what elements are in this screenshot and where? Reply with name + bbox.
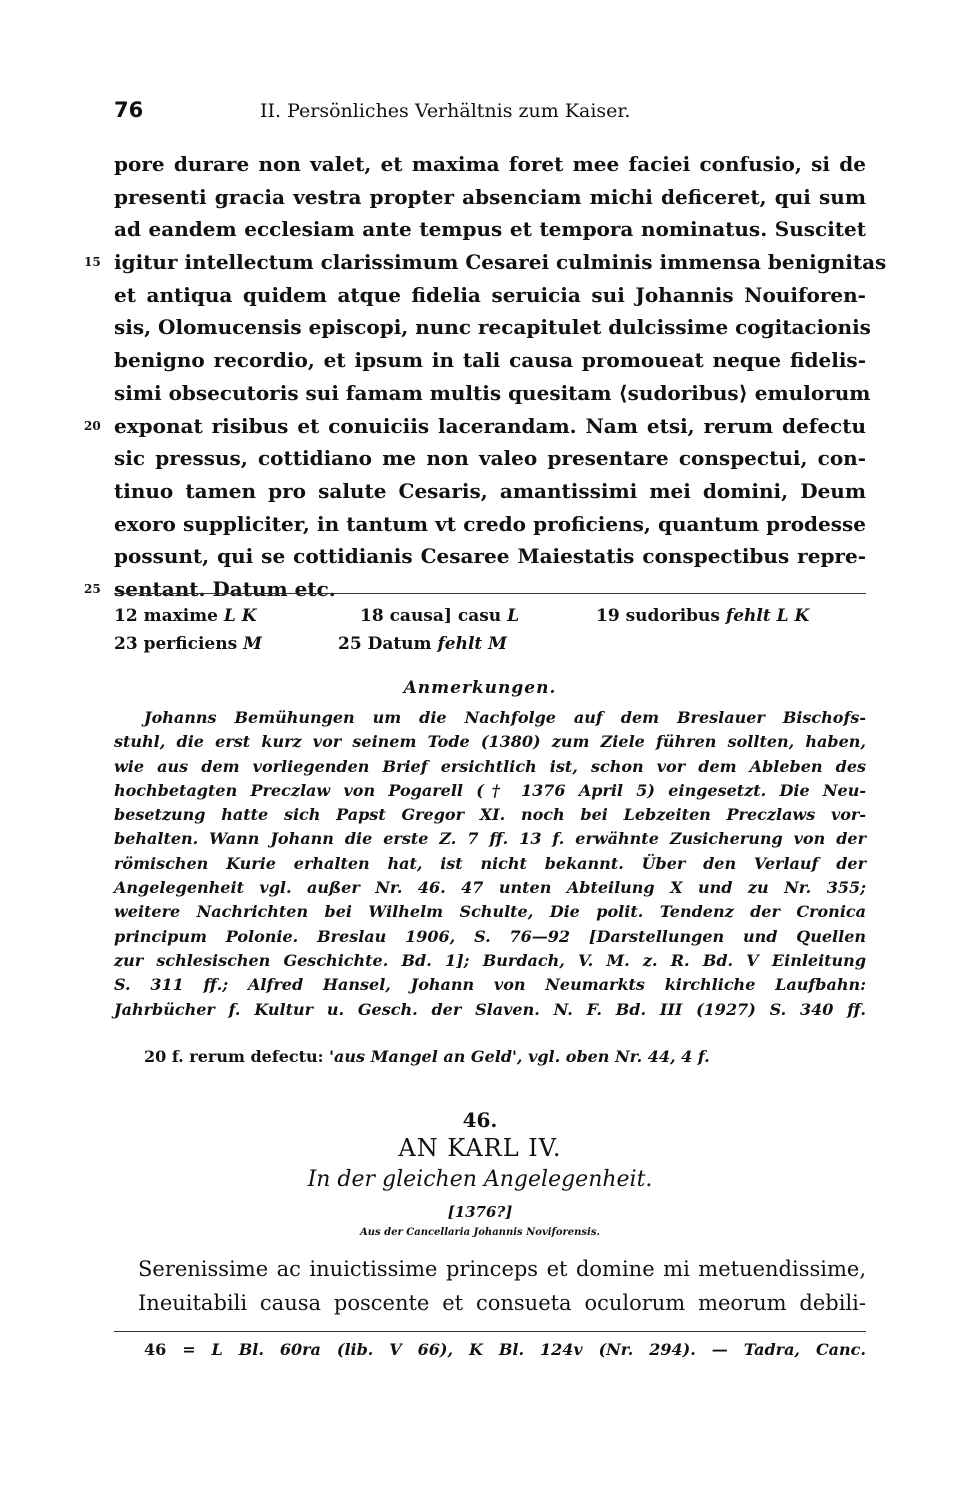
text-line: presenti gracia vestra propter absenciam michi deficeret, qui sum <box>114 184 866 209</box>
note-line: stuhl, die erst kurz vor seinem Tode (1380) zum Ziele führen sollten, haben, <box>114 732 866 752</box>
text-line: tinuo tamen pro salute Cesaris, amantissimi mei domini, Deum <box>114 478 866 503</box>
note-line: römischen Kurie erhalten hat, ist nicht bekannt. Über den Verlauf der <box>114 853 866 873</box>
note-line: Angelegenheit vgl. außer Nr. 46. 47 unten Abteilung X und zu Nr. 355; <box>114 878 866 898</box>
note-line: hochbetagten Preczlaw von Pogarell († 1376 April 5) eingesetzt. Die Neu- <box>114 780 866 800</box>
text-line: exoro suppliciter, in tantum vt credo proficiens, quantum prodesse <box>114 511 866 536</box>
note-line: Johanns Bemühungen um die Nachfolge auf dem Breslauer Bischofs- <box>144 708 866 727</box>
footnote-divider <box>114 1331 866 1332</box>
apparatus-row <box>114 602 866 630</box>
variant-entry: 23 perficiens M <box>114 634 262 654</box>
main-text <box>84 148 887 606</box>
text-line: sis, Olomucensis episcopi, nunc recapitulet dulcissime cogitacionis <box>114 315 871 340</box>
apparatus-divider <box>114 593 866 594</box>
note-line: zur schlesischen Geschichte. Bd. 1]; Burdach, V. M. z. R. Bd. V Einleitung <box>114 950 866 970</box>
annotations-text <box>114 706 866 1022</box>
note-line: behalten. Wann Johann die erste Z. 7 ff. 13 f. erwähnte Zusicherung von der <box>114 829 866 849</box>
apparatus-row <box>114 630 866 658</box>
text-line: pore durare non valet, et maxima foret mee faciei confusio, si de <box>114 152 866 176</box>
text-line: ad eandem ecclesiam ante tempus et tempora nominatus. Suscitet <box>114 217 866 242</box>
note-line: Jahrbücher f. Kultur u. Gesch. der Slaven. N. F. Bd. III (1927) S. 340 ff. <box>114 999 866 1019</box>
note-line: principum Polonie. Breslau 1906, S. 76—92 [Darstellungen und Quellen <box>114 926 866 946</box>
text-line: possunt, qui se cottidianis Cesaree Maiestatis conspectibus repre- <box>114 544 866 569</box>
document-body <box>138 1252 866 1320</box>
running-title: II. Persönliches Verhältnis zum Kaiser. <box>260 100 631 122</box>
footnote-number: 46 <box>144 1340 167 1359</box>
note-line: wie aus dem vorliegenden Brief ersichtlich ist, schon vor dem Ableben des <box>114 756 866 776</box>
document-subtitle: In der gleichen Angelegenheit. <box>307 1167 653 1192</box>
variant-entry: 12 maxime L K <box>114 606 257 626</box>
footnote-text: = L Bl. 60ra (lib. V 66), K Bl. 124v (Nr. 294). — Tadra, Canc. <box>166 1340 866 1359</box>
footnote <box>144 1340 866 1359</box>
annotation-reference: 20 f. rerum defectu: 'aus Mangel an Geld', vgl. oben Nr. 44, 4 f. <box>144 1047 710 1066</box>
variant-entry: 19 sudoribus fehlt L K <box>596 606 810 626</box>
text-line: 25 sentant. Datum etc. <box>114 573 866 606</box>
document-number: 46. <box>462 1108 498 1132</box>
text-line: 20 exponat risibus et conuiciis lacerandam. Nam etsi, rerum defectu <box>114 410 866 443</box>
line-number: 20 <box>84 418 101 433</box>
note-line: S. 311 ff.; Alfred Hansel, Johann von Neumarkts kirchliche Laufbahn: <box>114 975 866 995</box>
note-line: besetzung hatte sich Papst Gregor XI. noch bei Lebzeiten Preczlaws vor- <box>114 805 866 825</box>
page-header <box>114 98 866 128</box>
critical-apparatus <box>114 602 866 658</box>
text-line: simi obsecutoris sui famam multis quesitam ⟨sudoribus⟩ emulorum <box>114 380 871 405</box>
text-line: et antiqua quidem atque fidelia seruicia sui Johannis Nouiforen- <box>114 282 866 307</box>
annotations-heading: Anmerkungen. <box>403 678 557 698</box>
page-number: 76 <box>114 98 144 122</box>
line-number: 25 <box>84 581 101 596</box>
text-line: Serenissime ac inuictissime princeps et domine mi metuendissime, <box>138 1257 866 1281</box>
text-line: benigno recordio, et ipsum in tali causa promoueat neque fidelis- <box>114 348 866 373</box>
variant-entry: 18 causa] casu L <box>360 606 520 626</box>
text-line: 15 igitur intellectum clarissimum Cesarei culminis immensa benignitas <box>114 246 866 279</box>
text-line: sic pressus, cottidiano me non valeo presentare conspectui, con- <box>114 446 866 471</box>
line-number: 15 <box>84 255 101 270</box>
document-source: Aus der Cancellaria Johannis Noviforensis. <box>360 1227 600 1238</box>
text-line: Ineuitabili causa poscente et consueta oculorum meorum debili- <box>138 1291 866 1315</box>
note-line: weitere Nachrichten bei Wilhelm Schulte, Die polit. Tendenz der Cronica <box>114 902 866 922</box>
variant-entry: 25 Datum fehlt M <box>338 634 507 654</box>
document-date: [1376?] <box>447 1203 513 1221</box>
document-title: AN KARL IV. <box>398 1134 562 1162</box>
